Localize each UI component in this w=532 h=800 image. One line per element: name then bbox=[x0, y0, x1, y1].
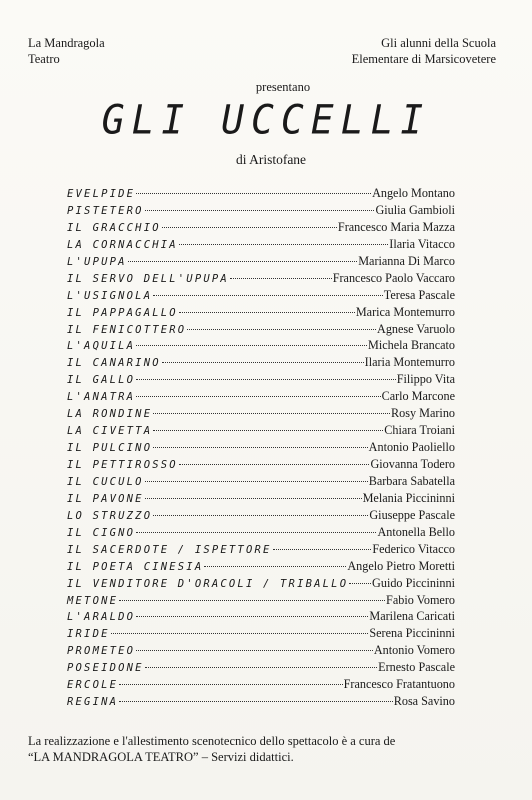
dot-leader bbox=[187, 328, 376, 330]
cast-role: ERCOLE bbox=[67, 679, 119, 692]
dot-leader bbox=[153, 446, 367, 448]
dot-leader bbox=[136, 395, 380, 397]
cast-actor: Antonella Bello bbox=[377, 524, 455, 539]
cast-row bbox=[67, 254, 455, 271]
cast-list bbox=[67, 186, 455, 711]
cast-actor: Filippo Vita bbox=[396, 372, 455, 387]
cast-actor: Rosa Savino bbox=[393, 694, 455, 709]
cast-row bbox=[67, 694, 455, 711]
cast-actor: Antonio Vomero bbox=[373, 643, 455, 658]
cast-role: IL CUCULO bbox=[67, 475, 144, 488]
cast-row bbox=[67, 525, 455, 542]
cast-role: IL PETTIROSSO bbox=[67, 459, 178, 471]
cast-actor: Ilaria Vitacco bbox=[389, 236, 455, 251]
cast-actor: Carlo Marcone bbox=[381, 389, 455, 404]
cast-actor: Chiara Troiani bbox=[384, 423, 455, 438]
dot-leader bbox=[179, 311, 355, 313]
cast-role: IL SERVO DELL'UPUPA bbox=[67, 272, 229, 285]
cast-row bbox=[67, 660, 455, 677]
cast-row bbox=[67, 305, 455, 322]
header-right bbox=[352, 35, 496, 67]
cast-actor: Marianna Di Marco bbox=[358, 253, 455, 268]
cast-actor: Angelo Pietro Moretti bbox=[347, 558, 455, 573]
cast-role: POSEIDONE bbox=[67, 662, 144, 675]
cast-role: L'AQUILA bbox=[67, 340, 136, 353]
cast-actor: Agnese Varuolo bbox=[377, 321, 455, 336]
play-author: di Aristofane bbox=[235, 152, 307, 167]
cast-role: L'UPUPA bbox=[67, 255, 127, 268]
cast-row bbox=[67, 271, 455, 288]
cast-role: REGINA bbox=[67, 696, 119, 709]
cast-role: IL POETA CINESIA bbox=[67, 560, 204, 573]
cast-actor: Giulia Gambioli bbox=[375, 202, 455, 217]
cast-row bbox=[67, 322, 455, 339]
cast-role: PROMETEO bbox=[67, 645, 136, 658]
cast-role: IL PAPPAGALLO bbox=[67, 306, 178, 319]
cast-row bbox=[67, 355, 455, 372]
cast-row bbox=[67, 474, 455, 491]
footer-note bbox=[28, 733, 498, 765]
dot-leader bbox=[136, 615, 368, 617]
cast-role: PISTETERO bbox=[67, 204, 144, 217]
dot-leader bbox=[119, 599, 385, 601]
cast-actor: Angelo Montano bbox=[372, 186, 455, 200]
cast-row bbox=[67, 423, 455, 440]
cast-role: L'ANATRA bbox=[67, 391, 136, 404]
cast-actor: Francesco Fratantuono bbox=[343, 677, 455, 692]
cast-role: IL CIGNO bbox=[67, 526, 136, 539]
cast-role: IL CANARINO bbox=[67, 357, 161, 370]
cast-role: METONE bbox=[67, 594, 119, 607]
cast-actor: Ernesto Pascale bbox=[378, 660, 455, 675]
cast-row bbox=[67, 559, 455, 576]
cast-actor: Francesco Paolo Vaccaro bbox=[332, 270, 455, 285]
dot-leader bbox=[136, 378, 396, 380]
cast-role: LA CIVETTA bbox=[67, 425, 153, 438]
dot-leader bbox=[204, 565, 346, 567]
cast-row bbox=[67, 338, 455, 355]
cast-actor: Ilaria Montemurro bbox=[364, 355, 455, 370]
header-right-line1: Gli alunni della Scuola bbox=[381, 36, 496, 50]
cast-row bbox=[67, 643, 455, 660]
cast-actor: Melania Piccininni bbox=[362, 490, 455, 505]
cast-role: L'USIGNOLA bbox=[67, 289, 153, 302]
dot-leader bbox=[145, 497, 362, 499]
cast-actor: Rosy Marino bbox=[391, 406, 455, 421]
cast-row bbox=[67, 203, 455, 220]
cast-actor: Guido Piccininni bbox=[372, 575, 455, 590]
cast-row bbox=[67, 237, 455, 254]
cast-actor: Fabio Vomero bbox=[386, 592, 455, 607]
cast-role: IL VENDITORE D'ORACOLI / TRIBALLO bbox=[67, 577, 349, 590]
cast-role: EVELPIDE bbox=[67, 188, 136, 200]
dot-leader bbox=[230, 277, 332, 279]
dot-leader bbox=[136, 344, 367, 346]
cast-role: IL GRACCHIO bbox=[67, 221, 161, 234]
dot-leader bbox=[145, 209, 375, 211]
cast-role: IL PAVONE bbox=[67, 492, 144, 505]
cast-actor: Marica Montemurro bbox=[355, 304, 455, 319]
header-left-line1: La Mandragola bbox=[28, 36, 105, 50]
cast-row bbox=[67, 593, 455, 610]
cast-row bbox=[67, 576, 455, 593]
dot-leader bbox=[136, 649, 373, 651]
cast-row bbox=[67, 542, 455, 559]
cast-row bbox=[67, 372, 455, 389]
cast-row bbox=[67, 491, 455, 508]
cast-row bbox=[67, 186, 455, 203]
dot-leader bbox=[349, 582, 371, 584]
cast-row bbox=[67, 677, 455, 694]
cast-row bbox=[67, 440, 455, 457]
cast-row bbox=[67, 220, 455, 237]
cast-actor: Teresa Pascale bbox=[383, 287, 455, 302]
cast-role: L'ARALDO bbox=[67, 611, 136, 624]
play-title: GLI UCCELLI bbox=[101, 96, 431, 144]
dot-leader bbox=[119, 700, 393, 702]
cast-actor: Serena Piccininni bbox=[369, 626, 455, 641]
cast-role: IL GALLO bbox=[67, 374, 136, 387]
cast-row bbox=[67, 457, 455, 474]
footer-line1: La realizzazione e l'allestimento scenotecnico dello spettacolo è a cura de bbox=[28, 734, 396, 748]
cast-actor: Giuseppe Pascale bbox=[369, 507, 455, 522]
cast-role: LA RONDINE bbox=[67, 408, 153, 421]
dot-leader bbox=[162, 226, 337, 228]
cast-role: IL SACERDOTE / ISPETTORE bbox=[67, 543, 272, 556]
cast-row bbox=[67, 609, 455, 626]
presentano-text: presentano bbox=[255, 80, 311, 94]
header-right-line2: Elementare di Marsicovetere bbox=[351, 52, 496, 66]
dot-leader bbox=[145, 480, 368, 482]
footer-line2: “LA MANDRAGOLA TEATRO” – Servizi didattici. bbox=[28, 750, 294, 764]
dot-leader bbox=[273, 548, 372, 550]
dot-leader bbox=[136, 192, 371, 194]
cast-role: LO STRUZZO bbox=[67, 509, 153, 522]
cast-actor: Federico Vitacco bbox=[372, 541, 455, 556]
dot-leader bbox=[145, 666, 377, 668]
dot-leader bbox=[153, 514, 368, 516]
dot-leader bbox=[153, 429, 383, 431]
cast-actor: Giovanna Todero bbox=[370, 457, 455, 471]
cast-role: IL FENICOTTERO bbox=[67, 323, 187, 336]
dot-leader bbox=[136, 531, 376, 533]
dot-leader bbox=[179, 243, 389, 245]
header-left bbox=[28, 35, 105, 67]
cast-row bbox=[67, 288, 455, 305]
cast-actor: Michela Brancato bbox=[368, 338, 455, 353]
dot-leader bbox=[119, 683, 343, 685]
cast-actor: Marilena Caricati bbox=[369, 609, 455, 624]
cast-row bbox=[67, 406, 455, 423]
cast-role: IRIDE bbox=[67, 628, 110, 641]
cast-actor: Barbara Sabatella bbox=[368, 473, 455, 488]
cast-role: IL PULCINO bbox=[67, 442, 153, 455]
cast-actor: Francesco Maria Mazza bbox=[337, 219, 455, 234]
cast-row bbox=[67, 389, 455, 406]
header-left-line2: Teatro bbox=[28, 52, 60, 66]
dot-leader bbox=[111, 632, 369, 634]
dot-leader bbox=[162, 361, 364, 363]
cast-role: LA CORNACCHIA bbox=[67, 238, 178, 251]
dot-leader bbox=[179, 463, 370, 465]
dot-leader bbox=[153, 412, 390, 414]
dot-leader bbox=[128, 260, 358, 262]
cast-row bbox=[67, 508, 455, 525]
cast-actor: Antonio Paoliello bbox=[368, 440, 455, 455]
dot-leader bbox=[153, 294, 383, 296]
cast-row bbox=[67, 626, 455, 643]
